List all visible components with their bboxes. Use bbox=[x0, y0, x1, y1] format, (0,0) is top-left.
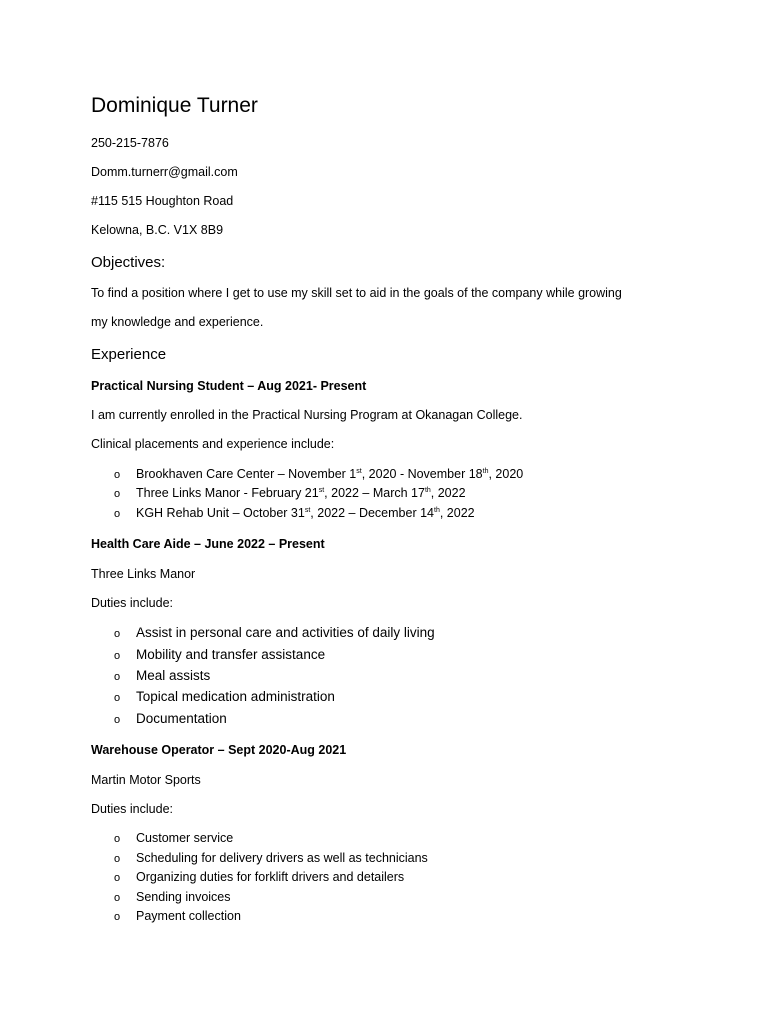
placement-text: Three Links Manor - February 21 bbox=[136, 486, 319, 500]
list-item bbox=[114, 909, 241, 923]
duty-text: Customer service bbox=[136, 831, 234, 845]
duty-text: Mobility and transfer assistance bbox=[136, 647, 326, 662]
list-item bbox=[114, 486, 466, 500]
list-item bbox=[114, 506, 475, 520]
duty-text: Assist in personal care and activities of daily living bbox=[136, 625, 435, 640]
duty-text: Meal assists bbox=[136, 668, 211, 683]
employer-name: Martin Motor Sports bbox=[91, 773, 201, 787]
bullet-icon: o bbox=[114, 671, 121, 683]
bullet-icon: o bbox=[114, 488, 121, 500]
job-title-health-care-aide: Health Care Aide – June 2022 – Present bbox=[91, 537, 325, 551]
list-item bbox=[114, 711, 227, 726]
list-item bbox=[114, 668, 210, 683]
candidate-name: Dominique Turner bbox=[91, 94, 258, 117]
placement-text: , 2022 bbox=[439, 506, 475, 520]
placement-text: , 2022 – December 14 bbox=[310, 506, 434, 520]
placement-text: Brookhaven Care Center – November 1 bbox=[136, 467, 357, 481]
duty-text: Scheduling for delivery drivers as well as technicians bbox=[136, 851, 428, 865]
job-title-warehouse-operator: Warehouse Operator – Sept 2020-Aug 2021 bbox=[91, 743, 347, 757]
job-description: I am currently enrolled in the Practical Nursing Program at Okanagan College. bbox=[91, 408, 523, 422]
duty-text: Organizing duties for forklift drivers and detailers bbox=[136, 870, 405, 884]
bullet-icon: o bbox=[114, 853, 121, 865]
placement-text: , 2022 bbox=[430, 486, 466, 500]
ordinal-suffix: th bbox=[434, 506, 440, 514]
list-item bbox=[114, 890, 231, 904]
email-address: Domm.turnerr@gmail.com bbox=[91, 165, 238, 179]
placement-text: KGH Rehab Unit – October 31 bbox=[136, 506, 305, 520]
city-address: Kelowna, B.C. V1X 8B9 bbox=[91, 223, 224, 237]
duty-text: Documentation bbox=[136, 711, 227, 726]
bullet-icon: o bbox=[114, 872, 121, 884]
objectives-text-line-2: my knowledge and experience. bbox=[91, 315, 264, 329]
list-item bbox=[114, 467, 523, 481]
objectives-text-line-1: To find a position where I get to use my skill set to aid in the goals of the company while growing bbox=[91, 286, 622, 300]
placement-text: , 2020 - November 18 bbox=[361, 467, 483, 481]
job-title-practical-nursing: Practical Nursing Student – Aug 2021- Present bbox=[91, 379, 367, 393]
duties-label: Duties include: bbox=[91, 802, 173, 816]
list-item bbox=[114, 625, 435, 640]
list-item bbox=[114, 689, 335, 704]
bullet-icon: o bbox=[114, 892, 121, 904]
bullet-icon: o bbox=[114, 508, 121, 520]
list-item bbox=[114, 831, 233, 845]
bullet-icon: o bbox=[114, 650, 121, 662]
bullet-icon: o bbox=[114, 692, 121, 704]
ordinal-suffix: st bbox=[304, 506, 311, 514]
list-item bbox=[114, 851, 428, 865]
ordinal-suffix: st bbox=[356, 467, 362, 475]
bullet-icon: o bbox=[114, 628, 121, 640]
objectives-heading: Objectives: bbox=[91, 254, 166, 271]
duties-label: Duties include: bbox=[91, 596, 173, 610]
list-item bbox=[114, 870, 404, 884]
bullet-icon: o bbox=[114, 714, 121, 726]
ordinal-suffix: th bbox=[482, 467, 489, 475]
phone-number: 250-215-7876 bbox=[91, 136, 169, 150]
placements-subheading: Clinical placements and experience include: bbox=[91, 437, 335, 451]
bullet-icon: o bbox=[114, 911, 121, 923]
experience-heading: Experience bbox=[91, 346, 167, 363]
ordinal-suffix: st bbox=[318, 486, 325, 494]
bullet-icon: o bbox=[114, 833, 121, 845]
placement-text: , 2020 bbox=[488, 467, 524, 481]
placement-text: , 2022 – March 17 bbox=[324, 486, 425, 500]
bullet-icon: o bbox=[114, 469, 121, 481]
list-item bbox=[114, 647, 325, 662]
duty-text: Payment collection bbox=[136, 909, 241, 923]
employer-name: Three Links Manor bbox=[91, 567, 196, 581]
duty-text: Sending invoices bbox=[136, 890, 231, 904]
street-address: #115 515 Houghton Road bbox=[91, 194, 234, 208]
duty-text: Topical medication administration bbox=[136, 689, 335, 704]
ordinal-suffix: th bbox=[424, 486, 431, 494]
